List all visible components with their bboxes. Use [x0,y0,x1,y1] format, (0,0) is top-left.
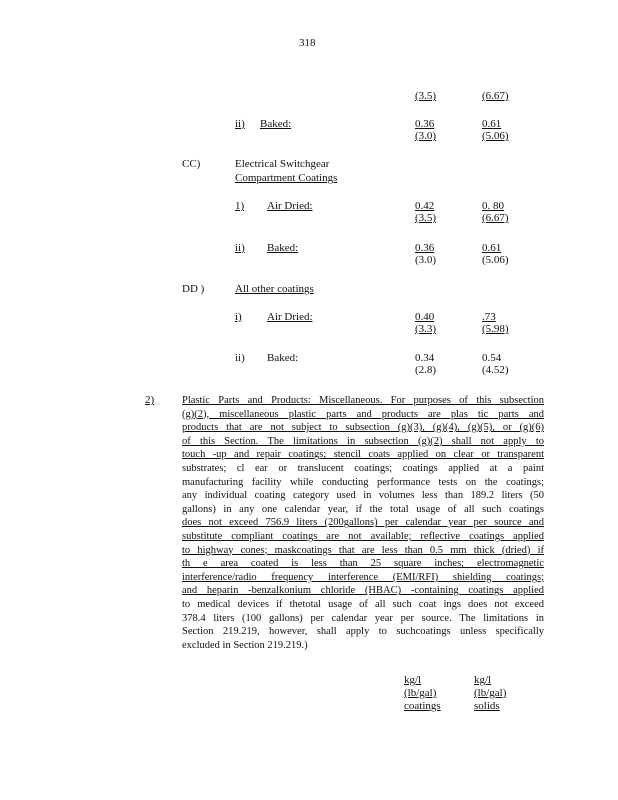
subsection-number: 2) [145,394,155,406]
value-solids: 0.61 [482,242,502,254]
value-coatings: 0.34 [415,352,435,364]
paragraph-line: (g)(2), miscellaneous plastic parts and products are plas tic parts and [182,408,544,420]
column-header-solids-unit: kg/l [474,674,492,686]
item-name: Baked: [267,242,299,254]
category-title: Compartment Coatings [235,172,338,184]
value-solids: 0. 80 [482,200,504,212]
value-coatings: 0.36 [415,242,435,254]
value-coatings-metric: (2.8) [415,364,437,376]
value-coatings: 0.42 [415,200,435,212]
section-letter: CC) [182,158,201,170]
value-solids-metric: (4.52) [482,364,509,376]
paragraph-line: excluded in Section 219.219.) [182,639,308,651]
category-title: Electrical Switchgear [235,158,330,170]
value-solids: 0.54 [482,352,502,364]
paragraph-line: and heparin -benzalkonium chloride (HBAC) -containing coatings applied [182,585,544,597]
value-coatings: 0.36 [415,118,435,130]
item-name: Baked: [260,118,292,130]
paragraph-line: products that are not subject to subsection (g)(3), (g)(4), (g)(5), or (g)(6) [182,422,544,434]
item-label: ii) [235,352,245,364]
item-label: ii) [235,118,245,130]
paragraph-line: th e area coated is less than 25 square inches; electromagnetic [182,558,544,570]
value-solids-metric: (6.67) [482,212,509,224]
paragraph-line: to medical devices if thetotal usage of all such coat ings does not exceed [182,598,544,610]
value-coatings: (3.5) [415,90,437,102]
value-solids: .73 [482,311,496,323]
value-coatings-metric: (3.0) [415,130,437,142]
column-header-solids: solids [474,700,500,712]
paragraph-line: manufacturing facility while conducting performance tests on the coatings; [182,476,544,488]
page-number: 318 [299,37,316,49]
column-header-solids-unit-imperial: (lb/gal) [474,687,507,699]
subsection-paragraph [182,394,544,652]
item-name: Air Dried: [267,200,313,212]
category-title: All other coatings [235,283,314,295]
value-solids-metric: (5.06) [482,254,509,266]
paragraph-line: interference/radio frequency interference (EMI/RFI) shielding coatings; [182,571,544,583]
value-solids-metric: (5.98) [482,323,509,335]
item-name: Baked: [267,352,299,364]
value-solids-metric: (5.06) [482,130,509,142]
section-letter: DD ) [182,283,205,295]
item-label: i) [235,311,242,323]
paragraph-line: substrates; cl ear or translucent coatings; coatings applied at a paint [182,462,544,474]
paragraph-line: to highway cones; maskcoatings that are less than 0.5 mm thick (dried) if [182,544,544,556]
item-label: 1) [235,200,245,212]
item-label: ii) [235,242,245,254]
paragraph-line: does not exceed 756.9 liters (200gallons) per calendar year per source and [182,517,544,529]
item-name: Air Dried: [267,311,313,323]
value-solids: (6.67) [482,90,509,102]
column-header-coatings: coatings [404,700,441,712]
paragraph-line: of this Section. The limitations in subsection (g)(2) shall not apply to [182,435,544,447]
paragraph-line: substitute compliant coatings are not available; reflective coatings applied [182,530,544,542]
paragraph-line: 378.4 liters (100 gallons) per calendar year per source. The limitations in [182,612,544,624]
paragraph-line: gallons) in any one calendar year, if the total usage of all such coatings [182,503,544,515]
value-coatings-metric: (3.5) [415,212,437,224]
value-coatings-metric: (3.0) [415,254,437,266]
paragraph-line: Section 219.219, however, shall apply to suchcoatings unless specifically [182,626,544,638]
paragraph-line: touch -up and repair coatings; stencil coats applied on clear or transparent [182,449,544,461]
value-solids: 0.61 [482,118,502,130]
paragraph-line: Plastic Parts and Products: Miscellaneous. For purposes of this subsection [182,395,544,406]
column-header-coatings-unit-imperial: (lb/gal) [404,687,437,699]
value-coatings-metric: (3.3) [415,323,437,335]
value-coatings: 0.40 [415,311,435,323]
paragraph-line: any individual coating category used in volumes less than 189.2 liters (50 [182,490,544,502]
column-header-coatings-unit: kg/l [404,674,422,686]
